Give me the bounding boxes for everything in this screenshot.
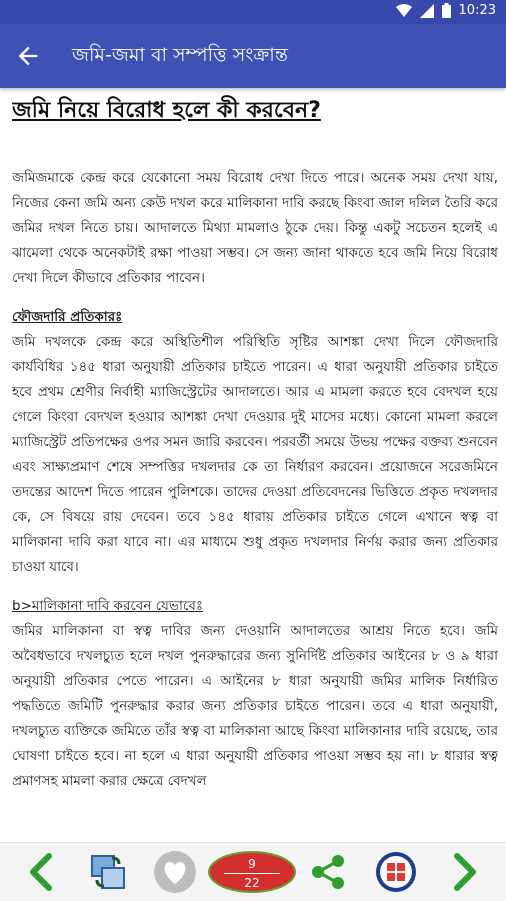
page-total: 22 bbox=[244, 876, 260, 890]
page-indicator[interactable] bbox=[208, 851, 296, 893]
article-intro: জমিজমাকে কেন্দ্র করে যেকোনো সময় বিরোধ দেখা দিতে পারে। অনেক সময় দেখা যায়, নিজের কেনা জমি অন্য কেউ দখল করে মালিকানা দাবি করছে কিংবা জাল দলিল তৈরি করে জমির দখল নিতে চায়। আদালতে মিথ্যা মামলাও ঠুকে দেয়। কিন্তু একটু সচেতন হলেই এ ঝামেলা থেকে অনেকটাই রক্ষা পাওয়া সম্ভব। সে জন্য জানা থাকতে হবে জমি নিয়ে বিরোধ দেখা দিলে কীভাবে প্রতিকার পাবেন। bbox=[12, 170, 498, 286]
grid-icon bbox=[375, 851, 417, 893]
section-heading-ownership-claim: b>মালিকানা দাবি করবেন যেভাবেঃ bbox=[12, 598, 204, 614]
status-bar bbox=[0, 0, 506, 24]
section-heading-criminal-remedy: ফৌজদারি প্রতিকারঃ bbox=[12, 309, 123, 325]
favorite-button[interactable] bbox=[152, 849, 198, 895]
status-icons bbox=[396, 3, 496, 18]
share-button[interactable] bbox=[306, 849, 350, 895]
article-content[interactable] bbox=[12, 92, 498, 830]
prev-button[interactable] bbox=[20, 849, 60, 895]
article-title: জমি নিয়ে বিরোধ হলে কী করবেন? bbox=[12, 98, 321, 123]
status-time: 10:23 bbox=[458, 3, 496, 18]
wifi-icon bbox=[396, 4, 412, 18]
back-arrow-icon[interactable] bbox=[14, 42, 42, 70]
bottom-toolbar bbox=[0, 842, 506, 901]
share-icon bbox=[308, 852, 348, 892]
signal-icon bbox=[420, 4, 434, 18]
app-bar-title: জমি-জমা বা সম্পত্তি সংক্রান্ত bbox=[72, 44, 288, 66]
prev-chevron-icon bbox=[25, 852, 55, 892]
section-body-criminal-remedy: জমি দখলকে কেন্দ্র করে অস্থিতিশীল পরিস্থিতি সৃষ্টির আশঙ্কা দেখা দিলে ফৌজদারি কার্যবিধির ১৪৫ ধারা অনুযায়ী প্রতিকার চাইতে পারেন। এ ধারা অনুযায়ী প্রতিকার চাইতে হবে প্রথম শ্রেণীর নির্বাহী ম্যাজিস্ট্রেটের আদালতে। আর এ মামলা করতে হবে বেদখল হয়ে গেলে কিংবা বেদখল হওয়ার আশঙ্কা দেখা দেওয়ার দুই মাসের মধ্যে। কোনো মামলা করলে ম্যাজিস্ট্রেট প্রতিপক্ষের ওপর সমন জারি করবেন। পরবর্তী সময়ে উভয় পক্ষের বক্তব্য শুনবেন এবং সাক্ষ্যপ্রমাণ শেষে সম্পত্তির দখলদার কে তা নির্ধারণ করবেন। প্রয়োজনে সরেজমিনে তদন্তের আদেশ দিতে পারেন পুলিশকে। তাদের দেওয়া প্রতিবেদনের ভিত্তিতে প্রকৃত দখলদার কে, সে বিষয়ে রায় দেবেন। তবে ১৪৫ ধারায় প্রতিকার চাইতে গেলে এখানে স্বত্ব বা মালিকানা দাবি করা যাবে না। এর মাধ্যমে শুধু প্রকৃত দখলদার নির্ণয় করার জন্য প্রতিকার চাওয়া যাবে। bbox=[12, 334, 498, 575]
page-current: 9 bbox=[248, 857, 256, 871]
section-body-ownership-claim: জমির মালিকানা বা স্বত্ব দাবির জন্য দেওয়ানি আদালতের আশ্রয় নিতে হবে। জমি অবৈধভাবে দখলচ্যুত হলে দখল পুনরুদ্ধারের জন্য সুনির্দিষ্ট প্রতিকার আইনের ৮ ও ৯ ধারা অনুযায়ী প্রতিকার পেতে পারেন। এ আইনের ৮ ধারা অনুযায়ী জমির মালিক নির্ধারিত পদ্ধতিতে জমিটি পুনরুদ্ধার করার জন্য প্রতিকার চাইতে পারেন। তবে এ ধারা অনুযায়ী, দখলচ্যুত ব্যক্তিকে জমিতে তাঁর স্বত্ব বা মালিকানা আছে কিংবা মালিকানার দাবি রয়েছে, তার ঘোষণা চাইতে হবে। না হলে এ ধারা অনুযায়ী প্রতিকার পাওয়া সম্ভব হয় না। ৮ ধারার স্বত্ব প্রমাণসহ মামলা করার ক্ষেত্রে বেদখল bbox=[12, 623, 498, 789]
next-chevron-icon bbox=[451, 852, 481, 892]
sync-icon bbox=[88, 852, 128, 892]
sync-button[interactable] bbox=[86, 849, 130, 895]
heart-icon bbox=[153, 850, 197, 894]
grid-button[interactable] bbox=[374, 849, 418, 895]
next-button[interactable] bbox=[446, 849, 486, 895]
app-bar bbox=[0, 24, 506, 88]
page-divider bbox=[224, 873, 280, 874]
battery-icon bbox=[442, 3, 451, 18]
